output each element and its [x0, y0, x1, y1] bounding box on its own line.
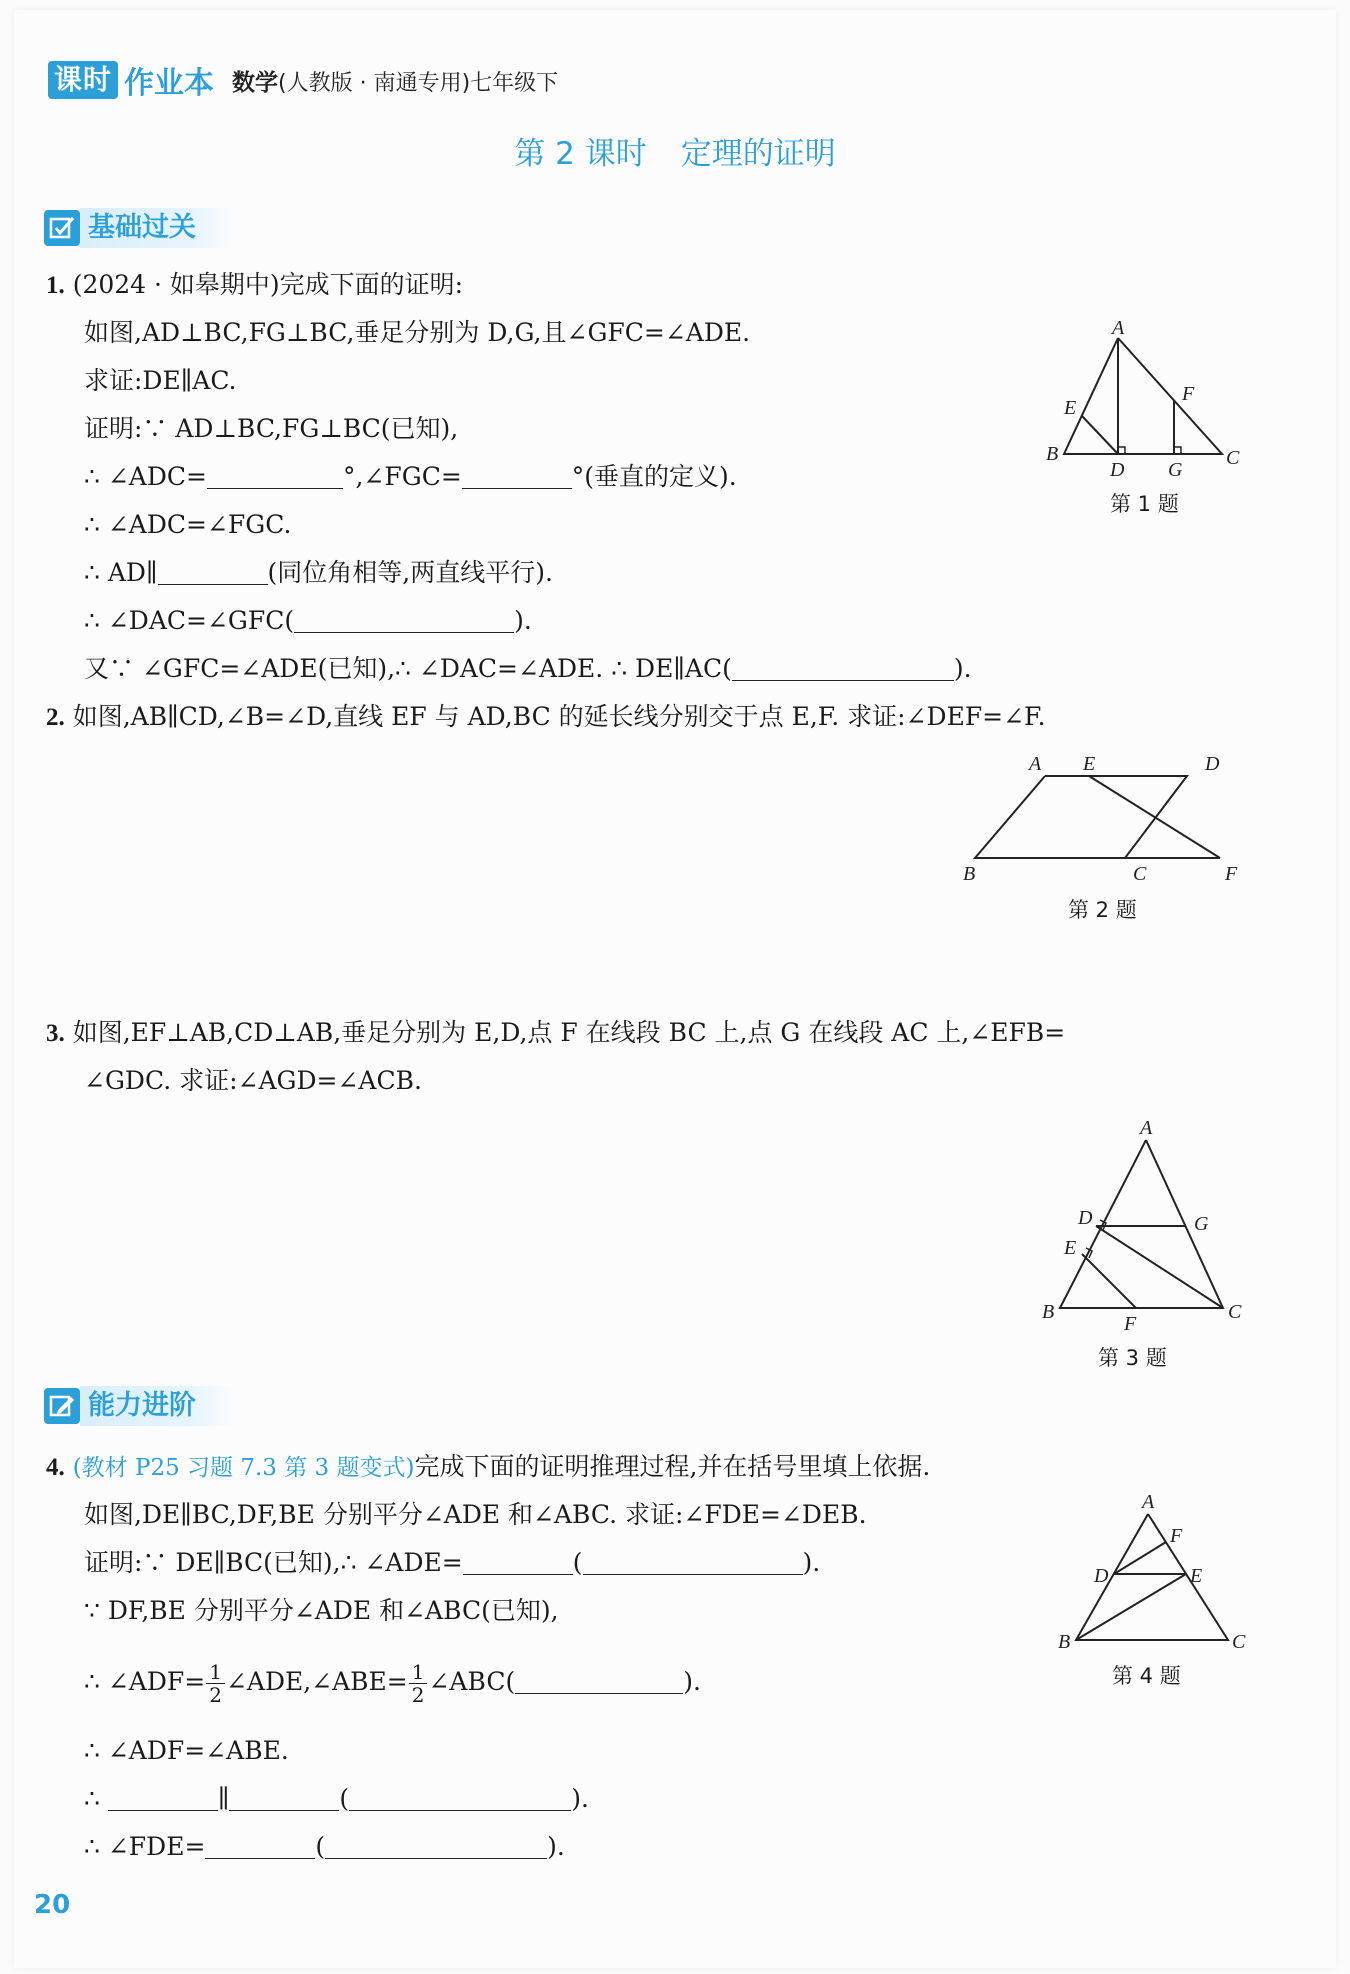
- q4-blank-line-2[interactable]: [229, 1784, 339, 1811]
- q1-step-3: [84, 556, 553, 590]
- q4-blank-angle-1[interactable]: [463, 1548, 573, 1575]
- q4-step-6: [84, 1830, 565, 1864]
- q4-fraction-2-num: 1: [409, 1661, 428, 1684]
- q1-label-e: E: [1064, 397, 1077, 419]
- q2-label-e: E: [1083, 753, 1096, 775]
- q1-given: 如图,AD⊥BC,FG⊥BC,垂足分别为 D,G,且∠GFC=∠ADE.: [84, 318, 751, 347]
- section-basic-label: 基础过关: [80, 208, 236, 248]
- q1-step-4a: ∴ ∠DAC=∠GFC(: [84, 606, 295, 635]
- q4-step-3b: ∠ADE,∠ABE=: [225, 1667, 408, 1696]
- q1-step-1a: ∴ ∠ADC=: [84, 462, 207, 491]
- q1-step-3b: (同位角相等,两直线平行).: [267, 558, 553, 587]
- q1-blank-fgc[interactable]: [462, 462, 572, 489]
- q1-label-g: G: [1168, 459, 1183, 481]
- q4-blank-reason-1[interactable]: [583, 1548, 803, 1575]
- q3-label-d: D: [1078, 1207, 1093, 1229]
- q3-line-2: ∠GDC. 求证:∠AGD=∠ACB.: [84, 1066, 422, 1095]
- q4-step-3: [84, 1660, 701, 1706]
- q4-step-5c: (: [339, 1784, 350, 1813]
- q1-figure: [1040, 316, 1250, 486]
- q1-step-1c: °(垂直的定义).: [571, 462, 737, 491]
- q1-step-2: ∴ ∠ADC=∠FGC.: [84, 510, 292, 539]
- q4-label-c: C: [1232, 1631, 1246, 1650]
- q4-label-f: F: [1170, 1525, 1183, 1547]
- q1-label-c: C: [1226, 447, 1240, 469]
- q2-label-c: C: [1133, 863, 1147, 885]
- q2-text: 如图,AB∥CD,∠B=∠D,直线 EF 与 AD,BC 的延长线分别交于点 E,F. 求证:∠DEF=∠F.: [72, 702, 1046, 731]
- q1-step-5: [84, 652, 972, 686]
- q4-label-d: D: [1094, 1565, 1109, 1587]
- brand-name: 作业本: [124, 66, 215, 101]
- q1-line-0: [46, 268, 463, 303]
- q1-blank-reason-2[interactable]: [732, 654, 954, 681]
- q4-source: (教材 P25 习题 7.3 第 3 题变式): [72, 1455, 415, 1481]
- pencil-icon: [44, 1388, 80, 1424]
- q4-step-1a: 证明:∵ DE∥BC(已知),∴ ∠ADE=: [84, 1548, 463, 1577]
- section-basic-header: [44, 206, 236, 250]
- q4-step-1: [84, 1546, 820, 1580]
- q4-blank-reason-2[interactable]: [515, 1667, 683, 1694]
- q1-blank-parallel[interactable]: [158, 558, 268, 585]
- q3-label-a: A: [1140, 1117, 1153, 1139]
- q3-label-g: G: [1194, 1213, 1209, 1235]
- q2-number: 2.: [46, 704, 65, 731]
- q1-segment-de: [1082, 416, 1118, 454]
- q3-line-1: [46, 1016, 1065, 1051]
- q1-step-1: [84, 460, 737, 494]
- q1-step-4b: ).: [514, 606, 532, 635]
- q1-step-1b: °,∠FGC=: [342, 462, 462, 491]
- q2-caption: 第 2 题: [1068, 898, 1137, 922]
- q1-number: 1.: [46, 272, 65, 299]
- q1-label-f: F: [1182, 383, 1195, 405]
- lesson-number: 第 2 课时: [514, 136, 647, 172]
- q4-step-6b: (: [315, 1832, 326, 1861]
- q4-step-5a: ∴: [84, 1784, 100, 1813]
- q1-step-5a: 又∵ ∠GFC=∠ADE(已知),∴ ∠DAC=∠ADE. ∴ DE∥AC(: [84, 654, 732, 683]
- q1-caption: 第 1 题: [1110, 492, 1179, 516]
- q1-right-angle-d: [1118, 447, 1125, 454]
- q2-label-f: F: [1225, 863, 1238, 885]
- q4-fraction-1: [206, 1661, 225, 1706]
- q1-label-b: B: [1046, 443, 1059, 465]
- section-advanced-header: [44, 1384, 236, 1428]
- lesson-title: [0, 128, 1350, 173]
- q3-label-b: B: [1042, 1301, 1055, 1323]
- lesson-name: 定理的证明: [680, 136, 836, 172]
- section-advanced-label: 能力进阶: [80, 1386, 236, 1426]
- q1-triangle: [1064, 338, 1222, 454]
- q1-step-3a: ∴ AD∥: [84, 558, 158, 587]
- q4-segment-be: [1076, 1574, 1186, 1640]
- brand-logo-box: 课时: [48, 61, 118, 99]
- q1-label-d: D: [1110, 459, 1125, 481]
- q1-proof-start: 证明:∵ AD⊥BC,FG⊥BC(已知),: [84, 414, 459, 443]
- q4-step-5b: ∥: [217, 1784, 230, 1813]
- q4-figure: [1048, 1490, 1258, 1650]
- q1-label-a: A: [1112, 317, 1125, 339]
- q4-fraction-1-num: 1: [206, 1661, 225, 1684]
- q4-line-0: [46, 1450, 930, 1485]
- subject-line: [232, 64, 558, 97]
- q4-label-b: B: [1058, 1631, 1071, 1650]
- q3-label-c: C: [1228, 1301, 1242, 1323]
- q4-blank-reason-4[interactable]: [325, 1832, 547, 1859]
- q1-blank-adc[interactable]: [207, 462, 343, 489]
- q4-step-3a: ∴ ∠ADF=: [84, 1667, 206, 1696]
- q4-fraction-2-den: 2: [411, 1683, 425, 1707]
- q2-label-d: D: [1205, 753, 1220, 775]
- q4-blank-reason-3[interactable]: [349, 1784, 571, 1811]
- q1-step-5b: ).: [953, 654, 972, 683]
- q1-step-4: [84, 604, 532, 638]
- q4-label-a: A: [1142, 1491, 1155, 1513]
- page-number: 20: [34, 1890, 71, 1920]
- q3-segment-ef: [1082, 1254, 1136, 1308]
- q4-step-5: [84, 1782, 589, 1816]
- q4-step-5d: ).: [571, 1784, 589, 1813]
- header-brand: [48, 60, 558, 100]
- q2-line: [46, 700, 1045, 735]
- q4-given: 如图,DE∥BC,DF,BE 分别平分∠ADE 和∠ABC. 求证:∠FDE=∠DEB.: [84, 1500, 867, 1529]
- q4-caption: 第 4 题: [1112, 1664, 1181, 1688]
- q4-step-1c: ).: [802, 1548, 821, 1577]
- q4-step-6a: ∴ ∠FDE=: [84, 1832, 206, 1861]
- q4-fraction-2: [409, 1661, 428, 1706]
- q4-label-e: E: [1190, 1565, 1203, 1587]
- q3-number: 3.: [46, 1020, 65, 1047]
- q3-label-f: F: [1124, 1313, 1137, 1332]
- subject-rest: (人教版 · 南通专用)七年级下: [278, 70, 559, 96]
- subject-bold: 数学: [232, 69, 279, 96]
- q4-fraction-1-den: 2: [209, 1683, 222, 1707]
- q1-right-angle-g: [1174, 447, 1181, 454]
- q3-label-e: E: [1064, 1237, 1077, 1259]
- q3-figure: [1018, 1112, 1258, 1332]
- q3-caption: 第 3 题: [1098, 1346, 1167, 1370]
- q4-blank-angle-2[interactable]: [205, 1832, 315, 1859]
- q4-number: 4.: [46, 1454, 65, 1481]
- checkbox-icon: [44, 210, 80, 246]
- q1-blank-reason-1[interactable]: [294, 606, 514, 633]
- q4-step-2: ∵ DF,BE 分别平分∠ADE 和∠ABC(已知),: [84, 1596, 559, 1625]
- q4-step-3d: ).: [683, 1667, 701, 1696]
- q1-intro: (2024 · 如皋期中)完成下面的证明:: [72, 270, 464, 299]
- q4-intro: 完成下面的证明推理过程,并在括号里填上依据.: [414, 1452, 931, 1481]
- q4-step-1b: (: [572, 1548, 583, 1577]
- q4-blank-line-1[interactable]: [108, 1784, 218, 1811]
- q3-text-1: 如图,EF⊥AB,CD⊥AB,垂足分别为 E,D,点 F 在线段 BC 上,点 G 在线段 AC 上,∠EFB=: [72, 1018, 1066, 1047]
- q2-line-ef: [1089, 776, 1220, 858]
- q1-prove: 求证:DE∥AC.: [84, 366, 237, 395]
- q4-step-4: ∴ ∠ADF=∠ABE.: [84, 1736, 289, 1765]
- q4-step-6c: ).: [547, 1832, 565, 1861]
- q2-label-a: A: [1029, 753, 1042, 775]
- q2-label-b: B: [963, 863, 976, 885]
- q4-step-3c: ∠ABC(: [428, 1667, 516, 1696]
- q2-figure: [955, 748, 1245, 888]
